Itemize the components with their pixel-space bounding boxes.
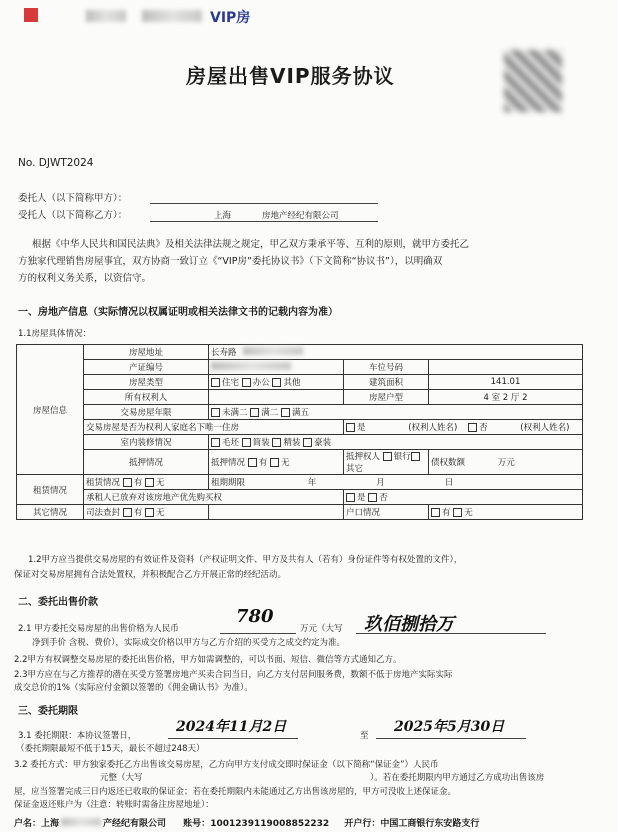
group-label: 抵押情况 (84, 450, 209, 475)
price-handwritten: 780 (236, 606, 274, 627)
redacted-header (142, 10, 202, 22)
redacted-header (24, 8, 38, 22)
cell-label: 所有权利人 (84, 390, 209, 405)
group-label: 租赁情况 (17, 475, 84, 505)
logo: VIP房 (210, 10, 251, 26)
para-3-2: 3.2 委托方式：甲方独家委托乙方出售该交易房屋，乙方向甲方支付成交即时保证金（以下简称“保证金”）人民币 (14, 760, 439, 770)
para-1-2: 保证对交易房屋拥有合法处置权，并积极配合乙方开展正常的经纪活动。 (14, 570, 287, 580)
party-b-line (150, 221, 378, 222)
cell-label: 房屋户型 (344, 390, 429, 405)
term-end-underline (376, 738, 526, 739)
group-label: 其它情况 (17, 505, 84, 520)
para-3-2: 元整（大写 (100, 773, 143, 783)
para-3-2: 屋，应当签署完成三日内返还已收取的保证金；若在委托期限内未能通过乙方出售该房屋的，甲方可没收上述保证金。 (14, 787, 457, 797)
term-end-handwritten: 2025年5月30日 (394, 719, 505, 735)
house-info-table: 房屋信息 房屋地址 长寿路 产证编号 车位号码 房屋类型 住宅 办公 其他 建筑面积 141.01 所有权利人 房屋户型 4 室 2 厅 2 交易房屋年限 未满二 满二 满五 交易房屋是否为权利人家庭名下唯一住房 是 (权利人姓名) 否 (权利人姓名) 室内装修情况 毛坯 简装 精装 豪装 抵押情况 抵押情况 有 无 抵押权人 银行其它 债权数额 万元 租赁情况 租赁情况 有 无 租期期限 年 月 日 承租人已放弃对该房地产优先购买权 是 否 其它情况 司法查封 有 无 户口情况 有 无 (16, 344, 583, 520)
party-b-value-2: 房地产经纪有限公司 (262, 211, 339, 221)
doc-number: No. DJWT2024 (18, 157, 94, 169)
para-2-2: 2.2甲方有权调整交易房屋的委托出售价格，甲方如需调整的，可以书面、短信、微信等方式通知乙方。 (14, 655, 402, 665)
term-start-underline (168, 738, 298, 739)
price-options: 净到手价 含税、费价），实际成交价格以甲方与乙方介绍的买受方之成交约定为准。 (32, 638, 345, 648)
cell-value: 长寿路 (211, 348, 237, 358)
cell-label: 承租人已放弃对该房地产优先购买权 (84, 490, 344, 505)
section-3-heading: 三、委托期限 (18, 706, 78, 717)
price-words-handwritten: 玖佰捌拾万 (364, 614, 454, 635)
term-line-b: 至 (360, 731, 369, 741)
bank-account-footer: 户名：上海 产经纪有限公司 账号：1001239119008852232 开户行：中国工商银行东安路支行 (14, 819, 480, 829)
redacted-qr-code (504, 50, 562, 112)
cell-label: 室内装修情况 (84, 435, 209, 450)
redacted-header (86, 10, 126, 22)
section-1-heading: 一、房地产信息（实际情况以权属证明或相关法律文书的记载内容为准） (18, 307, 338, 318)
para-2-3: 2.3甲方应在与乙方推荐的潜在买受方签署房地产买卖合同当日，向乙方支付居间服务费，数额不低于房地产实际实际 (14, 670, 453, 680)
para-1-2: 1.2甲方应当提供交易房屋的有效证件及资料（产权证明文件、甲方及共有人（若有）身份证件等有权处置的文件）， (28, 555, 463, 565)
price-line-a: 2.1 甲方委托交易房屋的出售价格为人民币 (18, 624, 179, 634)
cell-label: 交易房屋是否为权利人家庭名下唯一住房 (84, 420, 344, 435)
group-label: 房屋信息 (17, 345, 84, 475)
party-a-label: 委托人（以下简称甲方）： (18, 193, 128, 204)
price-underline (220, 633, 296, 634)
page-title: 房屋出售VIP服务协议 (186, 64, 395, 88)
cell-label: 建筑面积 (344, 375, 429, 390)
cell-label: 房屋地址 (84, 345, 209, 360)
intro-line: 方独家代理销售房屋事宜，双方协商一致订立《“VIP房”委托协议书》（下文简称“协议书”），以明确双 (18, 256, 443, 267)
term-start-handwritten: 2024年11月2日 (176, 719, 287, 735)
para-2-3: 成交总价的1%（实际应付金额以签署的《佣金确认书》为准）。 (14, 683, 253, 693)
party-b-label: 受托人（以下简称乙方）： (18, 210, 128, 221)
intro-line: 方的权利义务关系，以资信守。 (18, 273, 152, 284)
price-line-b: 万元（大写 (300, 624, 343, 634)
para-3-2: 保证金返还账户为（注意：转账时需备注房屋地址）： (14, 800, 214, 810)
intro-line: 根据《中华人民共和国民法典》及相关法律法规之规定，甲乙双方秉承平等、互利的原则，就甲方委托乙 (32, 239, 470, 250)
party-a-line (150, 203, 378, 204)
price-words-underline (356, 633, 546, 634)
cell-label: 车位号码 (344, 360, 429, 375)
term-line-a: 3.1 委托期限：本协议签署日， (18, 731, 137, 741)
party-b-value-1: 上海 (214, 211, 232, 221)
term-note: （委托期限最短不低于15天，最长不超过248天） (16, 744, 205, 754)
cell-label: 房屋类型 (84, 375, 209, 390)
cell-label: 产证编号 (84, 360, 209, 375)
header-bar (24, 8, 251, 26)
cell-value: 141.01 (429, 375, 583, 390)
section-2-heading: 二、委托出售价款 (18, 597, 98, 608)
cell-label: 交易房屋年限 (84, 405, 209, 420)
section-1-sub: 1.1房屋具体情况： (18, 329, 92, 339)
cell-value: 4 室 2 厅 2 (429, 390, 583, 405)
para-3-2: ）。若在委托期限内甲方通过乙方成功出售该房 (370, 773, 545, 783)
